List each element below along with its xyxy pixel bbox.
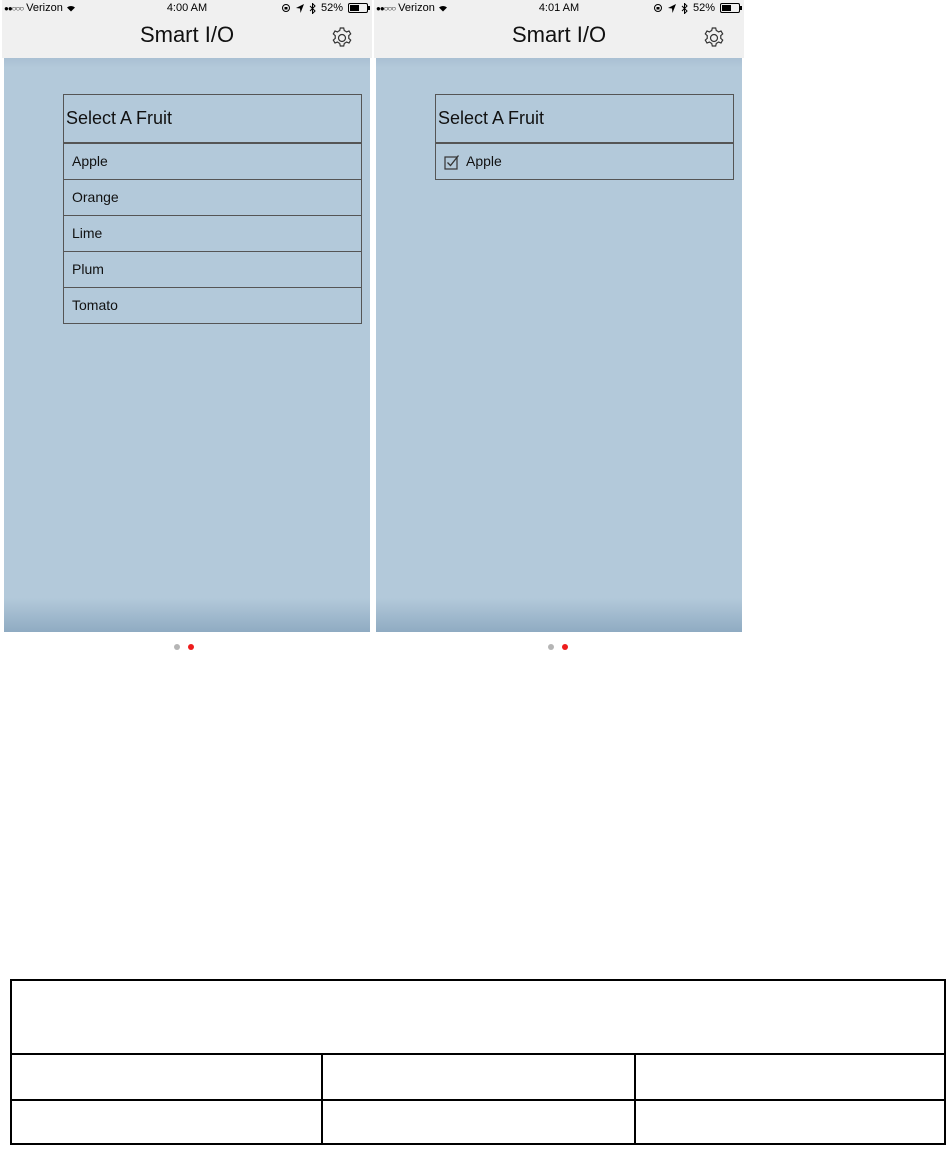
- orientation-lock-icon: [653, 3, 663, 13]
- fruit-option-apple[interactable]: [64, 143, 361, 179]
- fruit-option-lime[interactable]: [64, 215, 361, 251]
- page-dot-inactive[interactable]: [174, 644, 180, 650]
- status-time: 4:01 AM: [538, 2, 580, 14]
- status-bar: [374, 0, 744, 18]
- battery-icon: [348, 3, 368, 13]
- fruit-option-label: Apple: [466, 153, 502, 169]
- carrier-label: Verizon: [398, 2, 435, 14]
- fruit-option-label: Lime: [72, 225, 103, 241]
- signal-strength-icon: ●●○○○: [376, 3, 396, 13]
- orientation-lock-icon: [281, 3, 291, 13]
- fruit-option-label: Orange: [72, 189, 119, 205]
- table-row: [12, 1055, 944, 1101]
- page-dot-inactive[interactable]: [548, 644, 554, 650]
- table-cell: [12, 1055, 323, 1099]
- status-right-group: [653, 2, 740, 14]
- table-header-row: [12, 981, 944, 1055]
- table-cell: [636, 1055, 944, 1099]
- app-title: Smart I/O: [511, 22, 607, 47]
- fruit-option-plum[interactable]: [64, 251, 361, 287]
- table-cell: [323, 1101, 636, 1145]
- phone-screenshot-right: [374, 0, 744, 655]
- signal-strength-icon: ●●○○○: [4, 3, 24, 13]
- fruit-option-label: Tomato: [72, 297, 118, 313]
- table-cell: [636, 1101, 944, 1145]
- navigation-bar: [374, 18, 744, 58]
- page-dot-active[interactable]: [188, 644, 194, 650]
- status-time: 4:00 AM: [166, 2, 208, 14]
- battery-percentage: 52%: [320, 2, 343, 14]
- gear-icon[interactable]: [330, 26, 354, 50]
- fruit-selector: [435, 94, 734, 180]
- fruit-option-apple[interactable]: [436, 143, 733, 179]
- fruit-selector-title: Select A Fruit: [436, 95, 733, 143]
- location-arrow-icon: [296, 4, 304, 13]
- page-indicator[interactable]: [548, 644, 568, 650]
- app-title: Smart I/O: [139, 22, 235, 47]
- checkbox-checked-icon[interactable]: [444, 154, 460, 170]
- fruit-option-label: Apple: [72, 153, 108, 169]
- page-dot-active[interactable]: [562, 644, 568, 650]
- bluetooth-icon: [309, 3, 316, 14]
- location-arrow-icon: [668, 4, 676, 13]
- fruit-selector-title: Select A Fruit: [64, 95, 361, 143]
- carrier-label: Verizon: [26, 2, 63, 14]
- content-area: [4, 58, 370, 632]
- table-cell: [12, 1101, 323, 1145]
- battery-icon: [720, 3, 740, 13]
- navigation-bar: [2, 18, 372, 58]
- empty-table: [10, 979, 946, 1145]
- page-indicator[interactable]: [174, 644, 194, 650]
- fruit-selector: [63, 94, 362, 324]
- gear-icon[interactable]: [702, 26, 726, 50]
- status-right-group: [281, 2, 368, 14]
- fruit-option-orange[interactable]: [64, 179, 361, 215]
- table-row: [12, 1101, 944, 1145]
- content-area: [376, 58, 742, 632]
- phone-screenshot-left: [2, 0, 372, 655]
- status-bar: [2, 0, 372, 18]
- bluetooth-icon: [681, 3, 688, 14]
- battery-percentage: 52%: [692, 2, 715, 14]
- table-cell: [323, 1055, 636, 1099]
- fruit-option-tomato[interactable]: [64, 287, 361, 323]
- fruit-option-label: Plum: [72, 261, 104, 277]
